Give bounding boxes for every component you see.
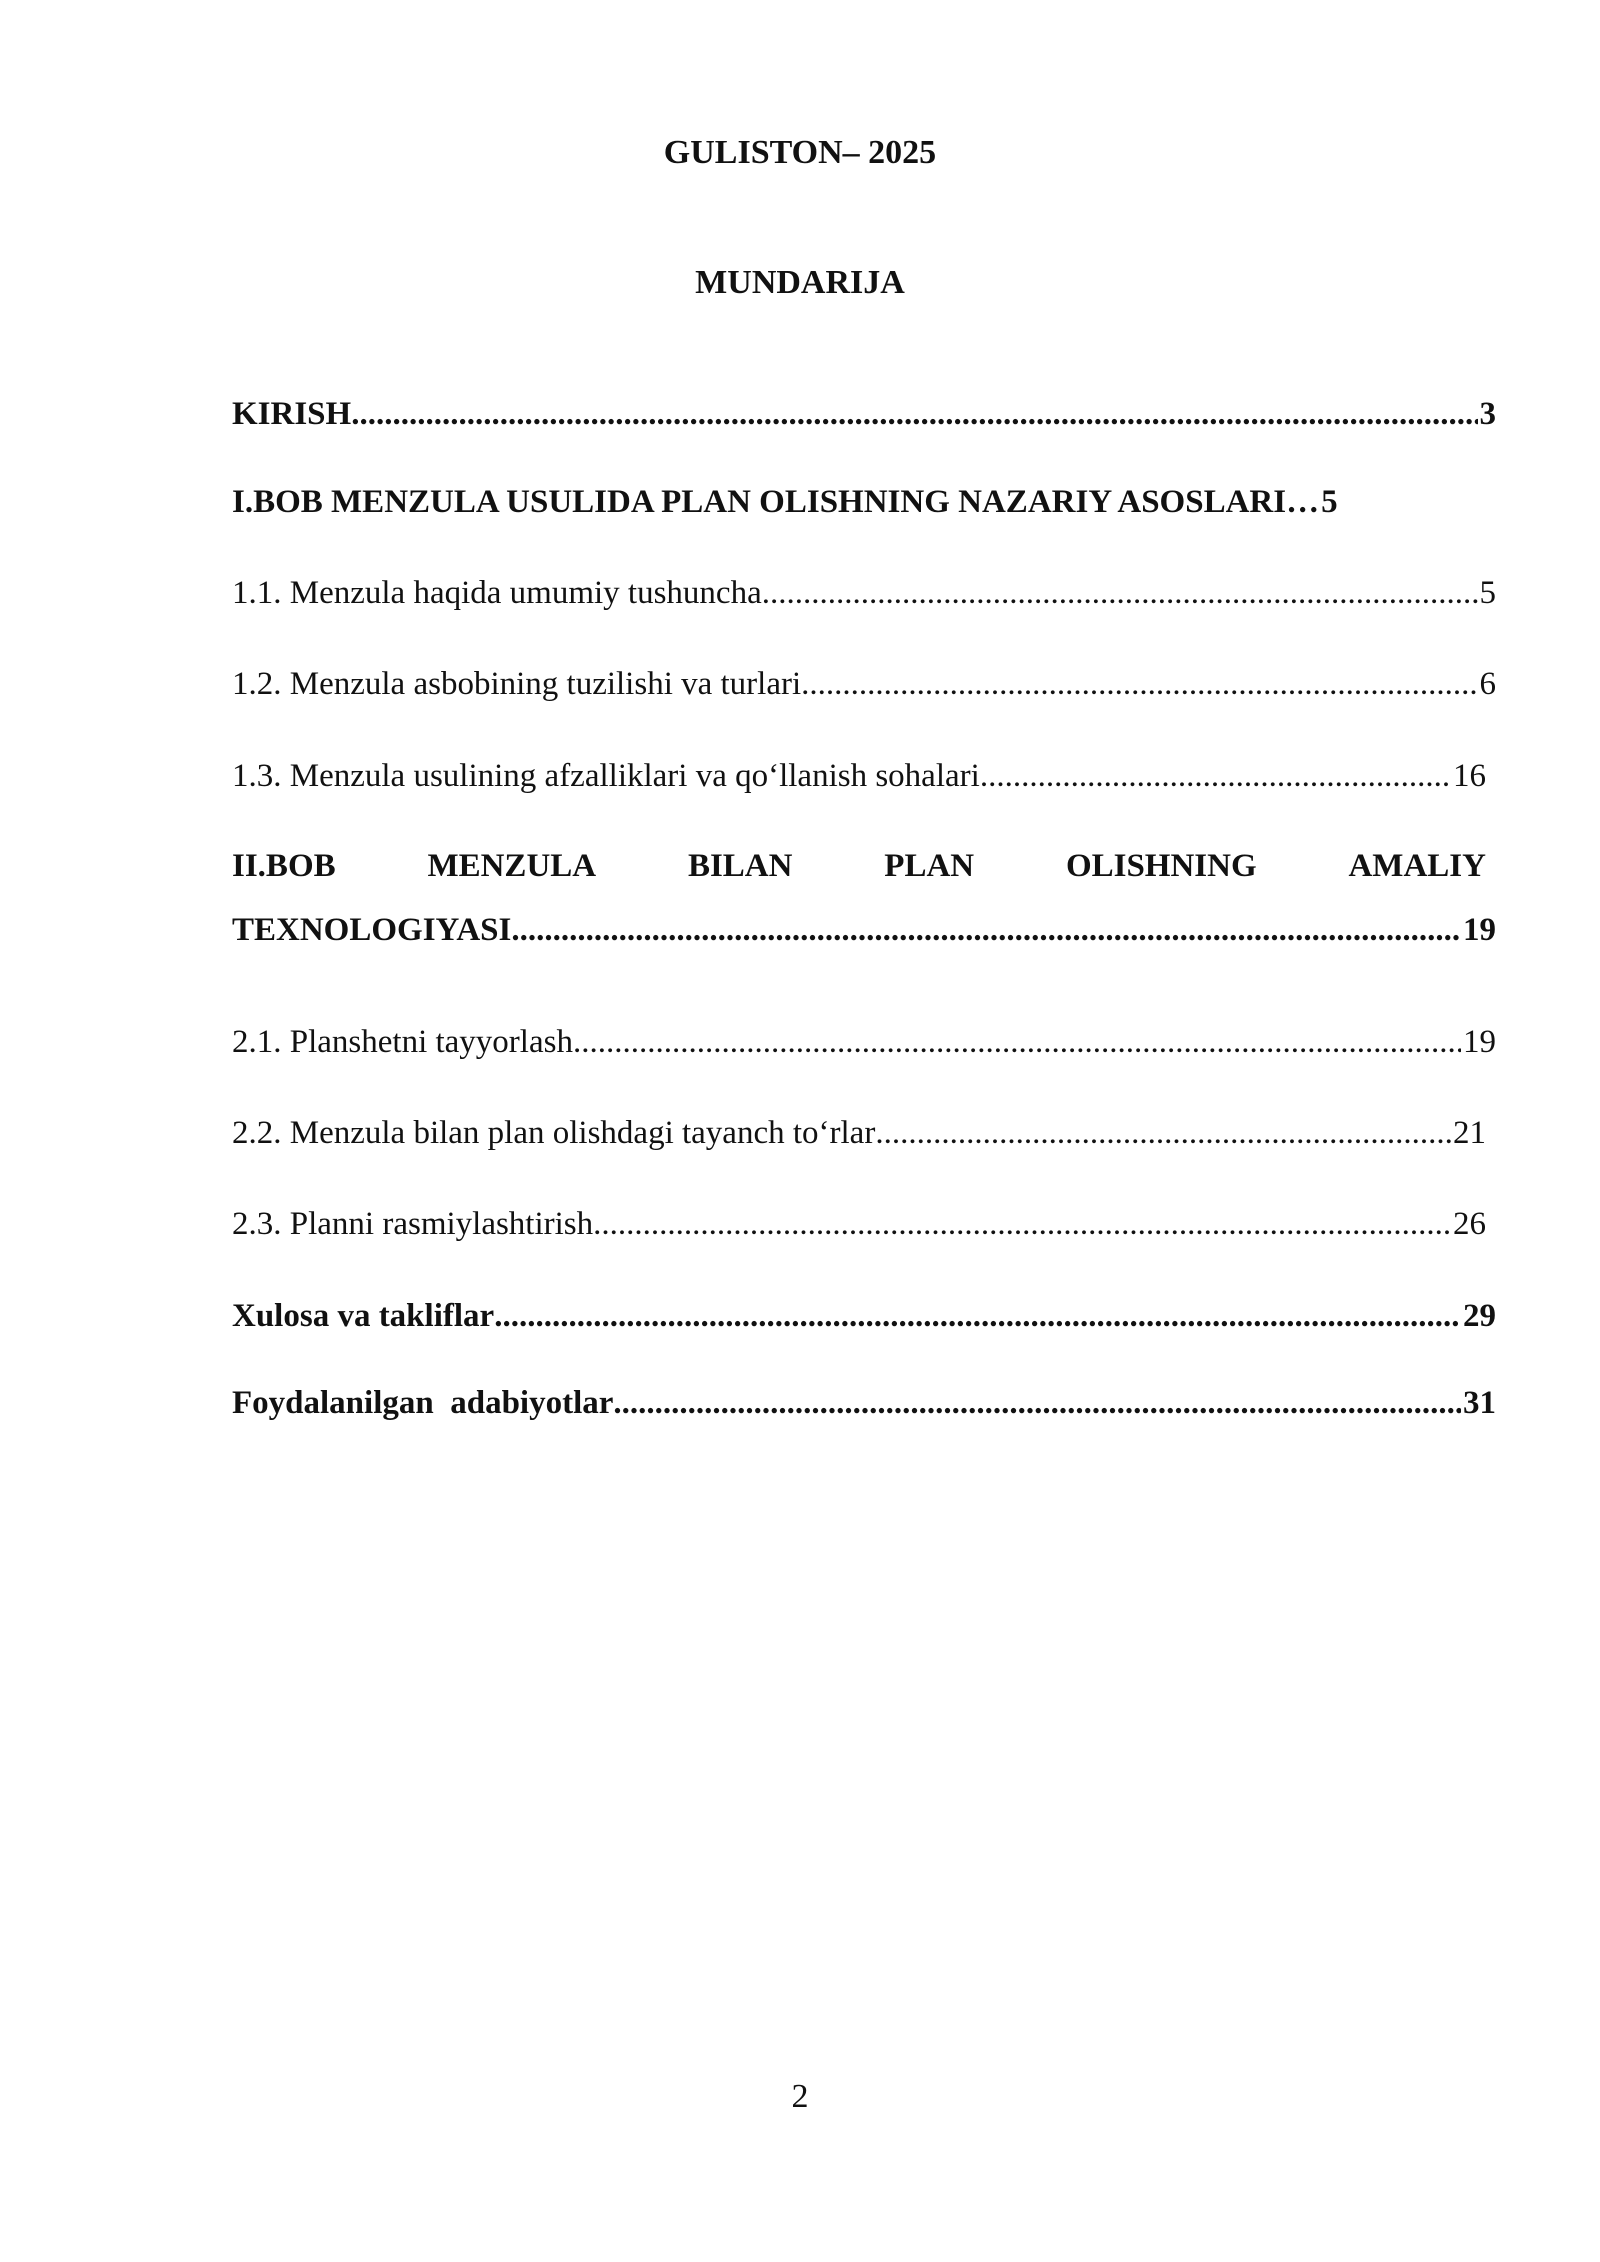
toc-entry-2-2[interactable] bbox=[232, 1113, 1486, 1153]
dot-leader bbox=[593, 1204, 1451, 1244]
toc-entry-label: 1.2. Menzula asbobining tuzilishi va turlari bbox=[232, 666, 802, 702]
toc-entry-page: 26 bbox=[1453, 1206, 1486, 1242]
toc-entry-label: 2.2. Menzula bilan plan olishdagi tayanch to‘rlar bbox=[232, 1115, 876, 1151]
toc-word: MENZULA bbox=[427, 848, 597, 884]
toc-entry-chapter-1[interactable] bbox=[232, 482, 1496, 522]
dot-leader bbox=[762, 573, 1478, 613]
toc-entry-page: 16 bbox=[1453, 758, 1486, 794]
toc-entry-chapter-2-line-1[interactable] bbox=[232, 846, 1486, 886]
toc-entry-page: 29 bbox=[1463, 1298, 1496, 1334]
toc-entry-2-1[interactable] bbox=[232, 1022, 1496, 1062]
toc-entry-page: 19 bbox=[1463, 1024, 1496, 1060]
dot-leader bbox=[613, 1383, 1461, 1423]
toc-entry-page: 6 bbox=[1479, 666, 1496, 702]
toc-word: PLAN bbox=[884, 848, 975, 884]
toc-entry-xulosa[interactable] bbox=[232, 1296, 1496, 1336]
dot-leader bbox=[573, 1022, 1461, 1062]
toc-title: MUNDARIJA bbox=[695, 264, 905, 301]
dot-leader bbox=[511, 910, 1461, 950]
toc-word: BILAN bbox=[687, 848, 793, 884]
toc-entry-page: 5 bbox=[1479, 575, 1496, 611]
toc-entry-page: 5 bbox=[1321, 484, 1338, 520]
toc-word: OLISHNING bbox=[1065, 848, 1257, 884]
toc-word: AMALIY bbox=[1348, 848, 1486, 884]
toc-entry-label: KIRISH bbox=[232, 396, 352, 432]
toc-entry-label: 1.1. Menzula haqida umumiy tushuncha bbox=[232, 575, 762, 611]
toc-entry-label: TEXNOLOGIYASI bbox=[232, 912, 512, 948]
city-year-heading: GULISTON– 2025 bbox=[663, 134, 937, 171]
dot-leader bbox=[494, 1296, 1461, 1336]
toc-entry-label: 1.3. Menzula usulining afzalliklari va qo‘llanish sohalari bbox=[232, 758, 980, 794]
toc-entry-page: 21 bbox=[1453, 1115, 1486, 1151]
toc-entry-label: I.BOB MENZULA USULIDA PLAN OLISHNING NAZARIY ASOSLARI bbox=[232, 484, 1287, 520]
toc-entry-1-2[interactable] bbox=[232, 664, 1496, 704]
ellipsis-separator: … bbox=[1286, 484, 1320, 520]
page-number: 2 bbox=[791, 2078, 809, 2115]
toc-entry-label: Foydalanilgan adabiyotlar bbox=[232, 1385, 614, 1421]
toc-entry-adabiyotlar[interactable] bbox=[232, 1383, 1496, 1423]
toc-entry-page: 3 bbox=[1479, 396, 1496, 432]
dot-leader bbox=[351, 394, 1477, 434]
dot-leader bbox=[980, 756, 1451, 796]
toc-entry-label: 2.3. Planni rasmiylashtirish bbox=[232, 1206, 594, 1242]
toc-word: II.BOB bbox=[232, 848, 336, 884]
dot-leader bbox=[801, 664, 1477, 704]
toc-entry-1-1[interactable] bbox=[232, 573, 1496, 613]
toc-entry-page: 31 bbox=[1463, 1385, 1496, 1421]
toc-entry-label: 2.1. Planshetni tayyorlash bbox=[232, 1024, 573, 1060]
toc-entry-label: Xulosa va takliflar bbox=[232, 1298, 495, 1334]
dot-leader bbox=[875, 1113, 1451, 1153]
toc-entry-chapter-2-line-2[interactable] bbox=[232, 910, 1496, 950]
toc-entry-1-3[interactable] bbox=[232, 756, 1486, 796]
toc-entry-2-3[interactable] bbox=[232, 1204, 1486, 1244]
toc-entry-kirish[interactable] bbox=[232, 394, 1496, 434]
toc-entry-page: 19 bbox=[1463, 912, 1496, 948]
